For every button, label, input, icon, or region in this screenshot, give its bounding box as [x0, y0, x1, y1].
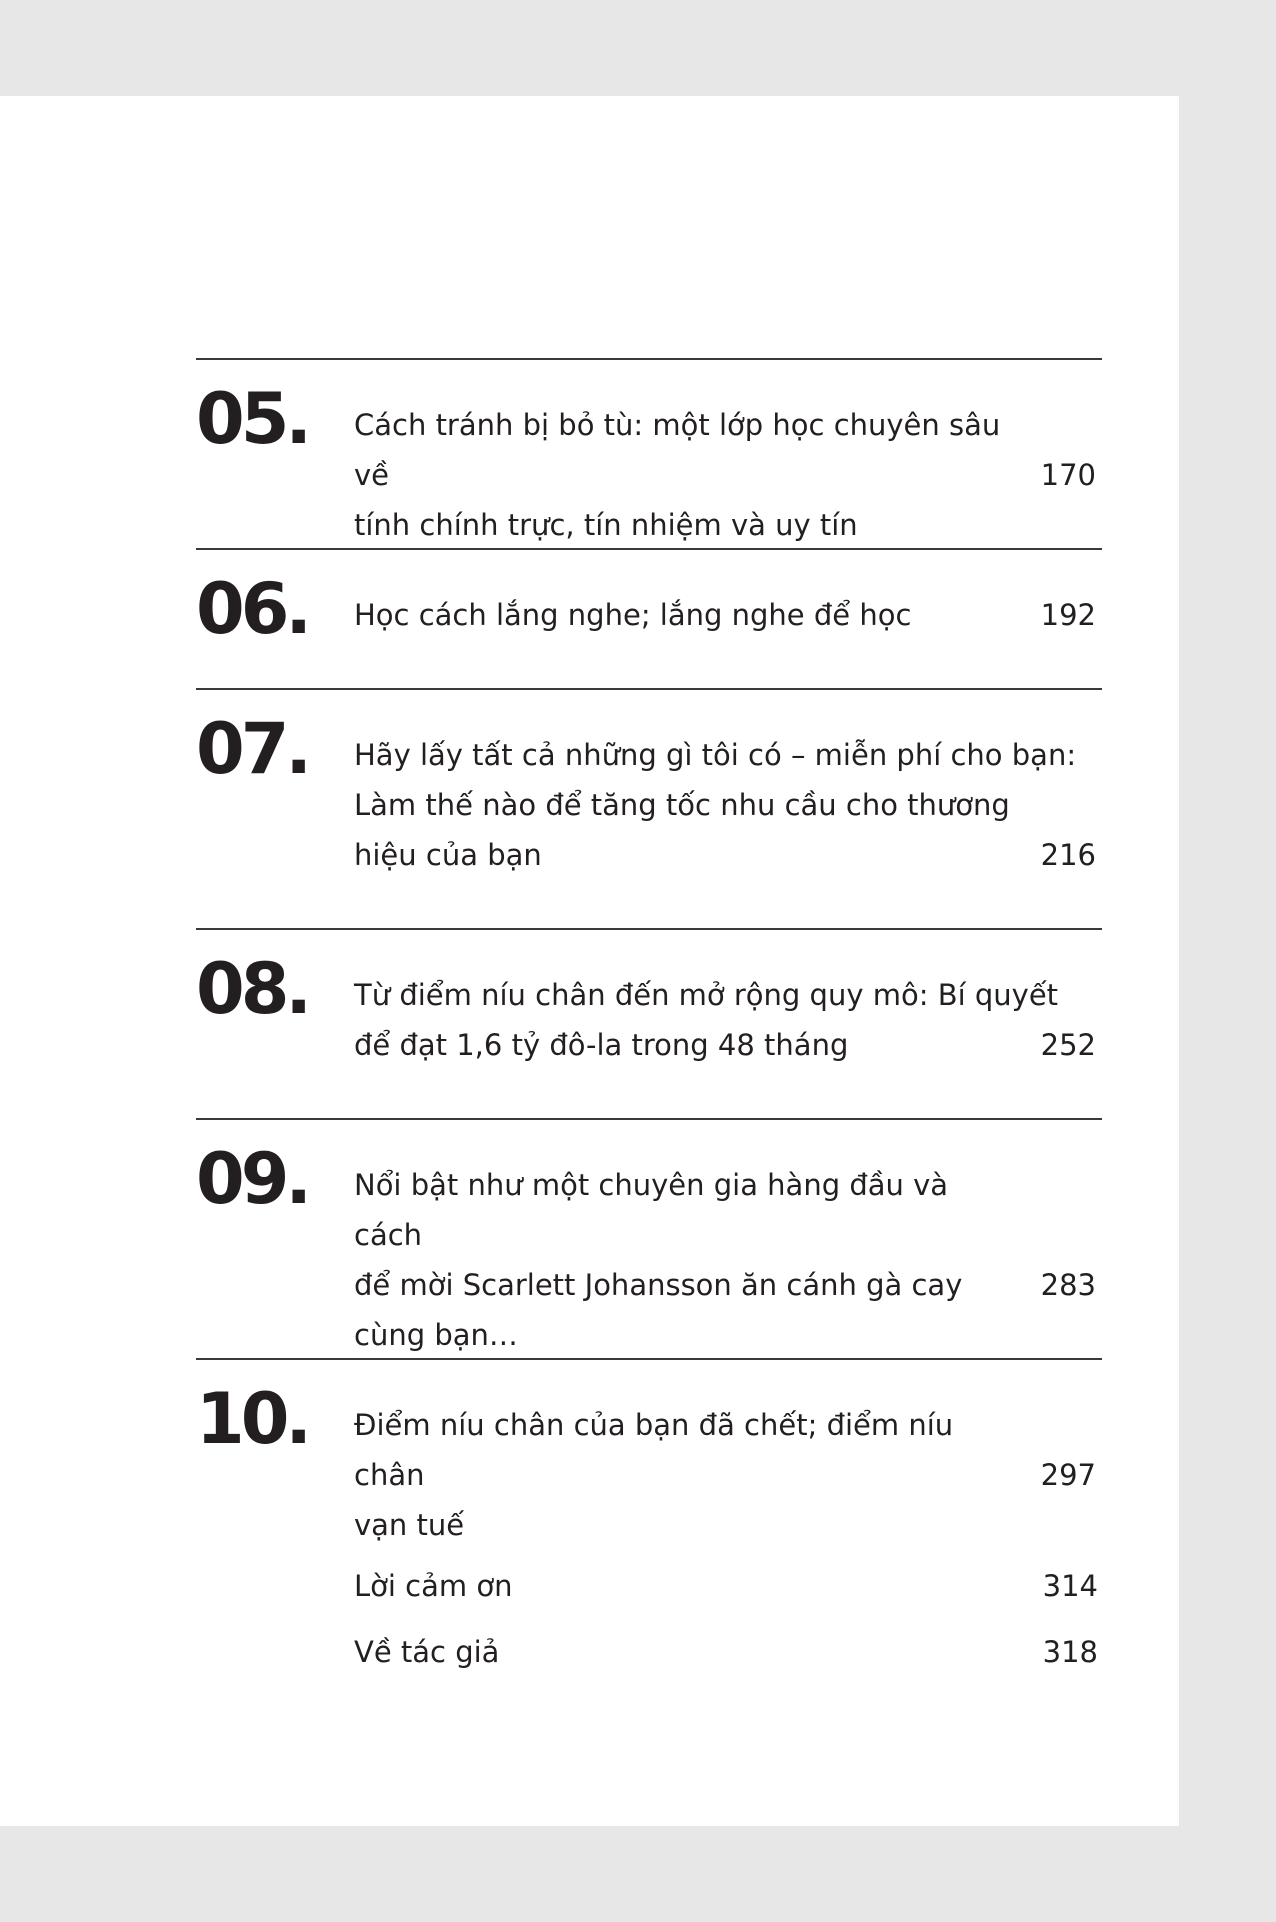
extra-page-number: 314: [1042, 1569, 1098, 1603]
chapter-title: Từ điểm níu chân đến mở rộng quy mô: Bí quyết để đạt 1,6 tỷ đô-la trong 48 tháng: [354, 978, 1059, 1062]
chapter-page-number: 252: [1040, 1028, 1096, 1062]
toc-entry-05: [196, 358, 1102, 550]
toc-entry-07: [196, 688, 1102, 930]
chapter-page-number: 170: [1040, 458, 1096, 492]
chapter-title: Học cách lắng nghe; lắng nghe để học: [354, 598, 912, 632]
toc-extra-about-author: [354, 1627, 1098, 1677]
chapter-number: 09.: [196, 1138, 309, 1220]
chapter-number: 05.: [196, 378, 309, 460]
toc-entry-10: [196, 1358, 1102, 1550]
toc-entry-09: [196, 1118, 1102, 1360]
toc-extra-acknowledgements: [354, 1561, 1098, 1611]
chapter-page-number: 216: [1040, 838, 1096, 872]
chapter-title: Nổi bật như một chuyên gia hàng đầu và cách để mời Scarlett Johansson ăn cánh gà cay cùng bạn…: [354, 1168, 963, 1352]
chapter-number: 10.: [196, 1378, 309, 1460]
chapter-page-number: 297: [1040, 1458, 1096, 1492]
toc-entry-08: [196, 928, 1102, 1120]
extra-page-number: 318: [1042, 1635, 1098, 1669]
extra-label: Lời cảm ơn: [354, 1569, 513, 1603]
toc-entry-06: [196, 548, 1102, 690]
book-page: [0, 96, 1179, 1826]
chapter-page-number: 192: [1040, 598, 1096, 632]
extra-label: Về tác giả: [354, 1635, 500, 1669]
chapter-title: Hãy lấy tất cả những gì tôi có – miễn phí cho bạn: Làm thế nào để tăng tốc nhu cầu cho thương hiệu của bạn: [354, 738, 1077, 872]
chapter-number: 07.: [196, 708, 309, 790]
chapter-number: 06.: [196, 568, 309, 650]
chapter-number: 08.: [196, 948, 309, 1030]
chapter-title: Điểm níu chân của bạn đã chết; điểm níu chân vạn tuế: [354, 1408, 954, 1542]
chapter-page-number: 283: [1040, 1268, 1096, 1302]
chapter-title: Cách tránh bị bỏ tù: một lớp học chuyên sâu về tính chính trực, tín nhiệm và uy tín: [354, 408, 1001, 542]
